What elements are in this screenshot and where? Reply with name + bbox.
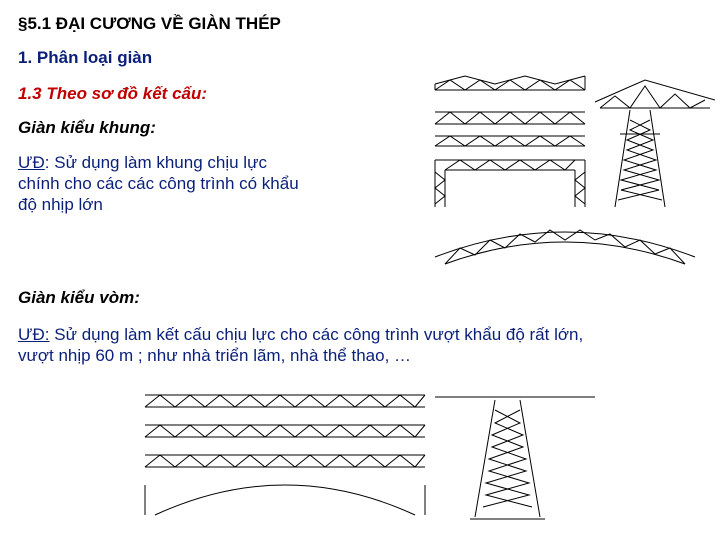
double-layer-truss-diagram — [435, 136, 585, 146]
arch-truss-description: ƯĐ: Sử dụng làm kết cấu chịu lực cho các công trình vượt khẩu độ rất lớn, vượt nhịp 60 m ; như nhà triển lãm, nhà thể thao, … — [18, 325, 584, 365]
advantage-label: ƯĐ — [18, 153, 45, 172]
parallel-truss-diagram — [435, 112, 585, 124]
section-heading: 1. Phân loại giàn — [18, 48, 153, 67]
gable-truss-diagram — [595, 80, 715, 108]
multi-span-truss-diagram — [145, 395, 425, 515]
frame-truss-description: ƯĐ: Sử dụng làm khung chịu lực chính cho các các công trình có khẩu độ nhịp lớn — [18, 153, 299, 214]
portal-frame-diagram — [435, 160, 585, 207]
advantage-label: ƯĐ: — [18, 325, 50, 344]
frame-truss-figure — [425, 72, 715, 272]
arch-truss-diagram — [435, 230, 695, 264]
tower-diagram-bottom — [435, 397, 595, 519]
tower-diagram — [615, 110, 665, 207]
slide-title: §5.1 ĐẠI CƯƠNG VỀ GIÀN THÉP — [18, 14, 281, 33]
arch-truss-heading: Giàn kiểu vòm: — [18, 288, 140, 307]
frame-truss-heading: Giàn kiểu khung: — [18, 118, 156, 137]
subsection-heading: 1.3 Theo sơ đồ kết cấu: — [18, 84, 208, 103]
arch-truss-figure — [125, 385, 615, 525]
flat-truss-diagram — [435, 76, 585, 90]
